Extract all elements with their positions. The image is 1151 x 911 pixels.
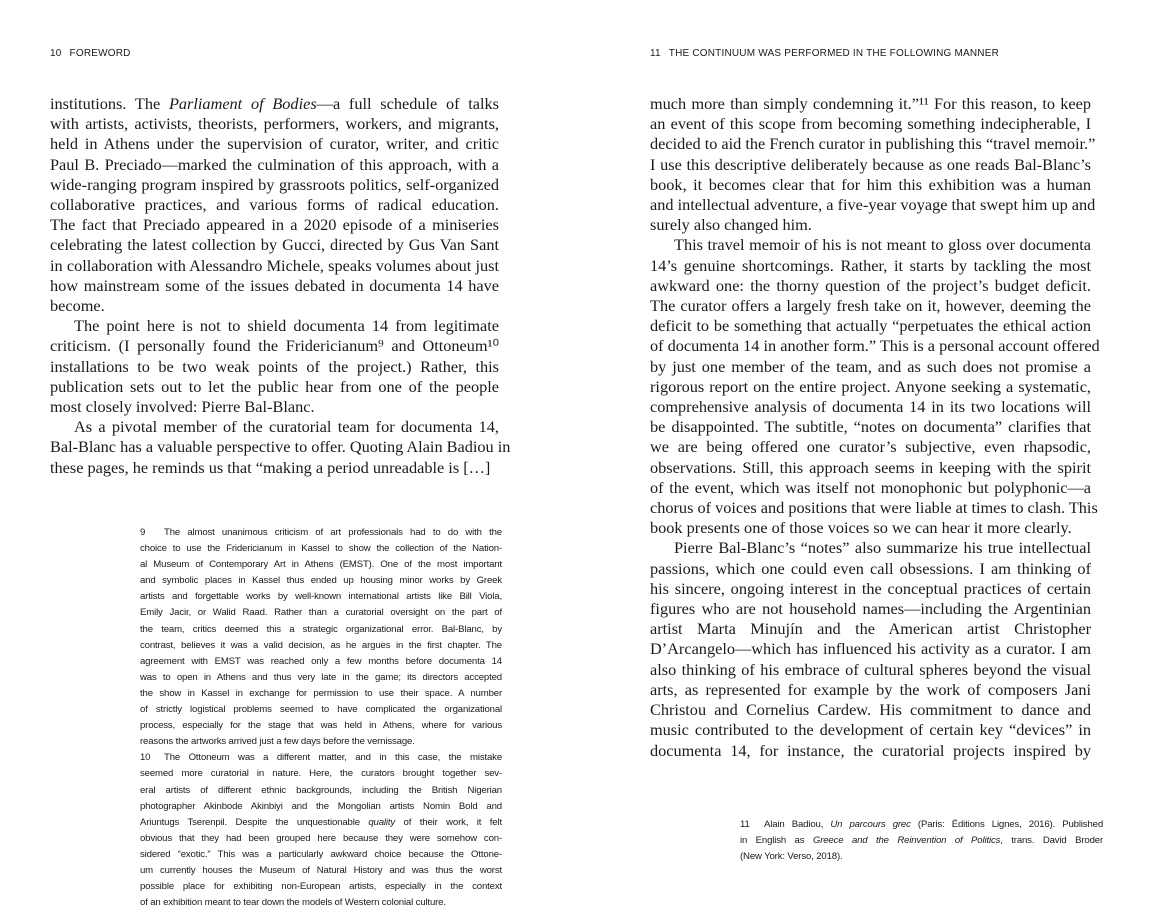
text-line: was to open in Athens and thus very late in the game; its directors accepted xyxy=(140,671,502,683)
text-line: As a pivotal member of the curatorial team for documenta 14, xyxy=(74,417,499,437)
paragraph xyxy=(650,538,1091,760)
footnote-number: 9 xyxy=(140,527,146,538)
left-page-body xyxy=(50,94,511,478)
text-line: of the event, which was itself not monophonic but polyphonic—a xyxy=(650,477,1091,497)
text-line: criticism. (I personally found the Fridericianum⁹ and Ottoneum¹⁰ xyxy=(50,336,499,356)
text-line: collaborative practices, and various forms of radical education. xyxy=(50,195,499,215)
text-line: by just one member of the team, and as such does not promise a xyxy=(650,356,1091,376)
footnote xyxy=(740,817,1103,865)
text-line: observations. Still, this approach seems in keeping with the spirit xyxy=(650,457,1091,477)
text-line: Pierre Bal-Blanc’s “notes” also summarize his true intellectual xyxy=(674,538,1091,558)
text-line: the team, critics deemed this a strategic organizational error. Bal-Blanc, by xyxy=(140,623,502,635)
text-line: eral artists of different ethnic backgrounds, including the British Nigerian xyxy=(140,784,502,796)
text-line: rigorous report on the entire project. Anyone seeking a systematic, xyxy=(650,376,1091,396)
text-line: D’Arcangelo—which has influenced his activity as a curator. I am xyxy=(650,639,1091,659)
text-line: The curator offers a largely fresh take on it, however, deeming the xyxy=(650,296,1091,316)
text-line: decided to aid the French curator in publishing this “travel memoir.” xyxy=(650,134,1096,154)
text-line: music contributed to the development of certain key “devices” in xyxy=(650,720,1091,740)
text-line: of an exhibition meant to tear down the models of Western colonial culture. xyxy=(140,897,446,909)
text-line: choice to use the Fridericianum in Kassel to show the collection of the Nation- xyxy=(140,543,502,555)
paragraph xyxy=(50,417,511,478)
paragraph xyxy=(50,94,499,316)
text-line: al Museum of Contemporary Art in Athens (EMST). One of the most important xyxy=(140,559,502,571)
paragraph xyxy=(50,316,499,417)
text-line: contrast, believes it was a valid decision, as he argues in the first chapter. The xyxy=(140,639,502,651)
right-running-head xyxy=(650,48,999,59)
text-line: Bal-Blanc has a valuable perspective to offer. Quoting Alain Badiou in xyxy=(50,437,511,457)
italic-text: Un parcours grec xyxy=(830,819,911,830)
text-line: much more than simply condemning it.”¹¹ For this reason, to keep xyxy=(650,94,1091,113)
paragraph xyxy=(650,94,1096,235)
text-line: we are being offered one curator’s subjective, even rhapsodic, xyxy=(650,437,1091,457)
text-line: passions, which one could even call obsessions. I am thinking of xyxy=(650,558,1091,578)
text-line: awkward one: the thorny question of the project’s budget deficit. xyxy=(650,275,1091,295)
text-segment: in English as xyxy=(740,835,813,847)
text-segment: of their work, it felt xyxy=(395,816,502,828)
text-line: of documenta 14 in another form.” This is a personal account offered xyxy=(650,336,1100,356)
text-line: obvious that they had been grouped here because they were somehow con- xyxy=(140,832,502,844)
text-line: figures who are not household names—including the Argentinian xyxy=(650,599,1091,619)
text-line: This travel memoir of his is not meant to gloss over documenta xyxy=(674,235,1091,255)
text-line: chorus of voices and positions that were liable at times to clash. This xyxy=(650,498,1098,518)
right-page-footnotes xyxy=(740,817,1103,865)
text-line: 14’s genuine shortcomings. Rather, it starts by tackling the most xyxy=(650,255,1091,275)
text-line: wide-ranging program inspired by grassroots politics, self-organized xyxy=(50,174,499,194)
text-line: arts, as represented for example by the work of composers Jani xyxy=(650,679,1091,699)
text-line: with artists, activists, theorists, performers, workers, and migrants, xyxy=(50,114,499,134)
page-number: 11 xyxy=(650,48,661,59)
text-line: deficit to be something that actually “perpetuates the ethical action xyxy=(650,316,1091,336)
paragraph xyxy=(650,235,1100,538)
text-line: comprehensive analysis of documenta 14 in its two locations will xyxy=(650,397,1091,417)
page-number: 10 xyxy=(50,48,62,59)
text-line: installations to be two weak points of the project.) Rather, this xyxy=(50,356,499,376)
text-segment: , trans. David Broder xyxy=(1000,835,1103,847)
left-page-footnotes xyxy=(140,525,502,911)
footnote xyxy=(140,525,502,750)
footnote-number: 10 xyxy=(140,752,151,764)
text-line: be disappointed. The subtitle, “notes on documenta” clarifies that xyxy=(650,417,1091,437)
text-line: photographer Akinbode Akinbiyi and the Mongolian artists Nomin Bold and xyxy=(140,800,502,812)
text-line: artists and forgettable works by well-known international artists like Bill Viola, xyxy=(140,591,502,603)
text-segment: institutions. The xyxy=(50,94,169,113)
text-line: these pages, he reminds us that “making a period unreadable is […] xyxy=(50,457,491,477)
text-line: held in Athens under the supervision of curator, writer, and critic xyxy=(50,134,499,154)
text-line xyxy=(140,815,502,831)
italic-text: Greece and the Reinvention of Politics xyxy=(812,835,1001,847)
right-page-body xyxy=(650,94,1100,761)
text-line xyxy=(140,750,502,766)
text-line: process, especially for the stage that was held in Athens, where for various xyxy=(140,720,502,732)
italic-text: Parliament of Bodies xyxy=(168,94,317,113)
text-line: book, it becomes clear that for him this exhibition was a human xyxy=(650,174,1091,194)
text-line: documenta 14, for instance, the curatorial projects inspired by xyxy=(650,740,1091,760)
text-line: reasons the artworks arrived just a few days before the vernissage. xyxy=(140,736,415,748)
text-line xyxy=(740,833,1103,849)
text-segment: (Paris: Éditions Lignes, 2016). Published xyxy=(910,819,1103,830)
text-line: The fact that Preciado appeared in a 2020 episode of a miniseries xyxy=(50,215,499,235)
text-line: Christou and Cornelius Cardew. His commitment to dance and xyxy=(650,700,1091,720)
text-line: surely also changed him. xyxy=(650,215,812,235)
text-line xyxy=(740,817,1103,833)
text-line: Paul B. Preciado—marked the culmination of this approach, with a xyxy=(50,154,499,174)
text-line: possible place for exhibiting non-European artists, especially in the context xyxy=(140,881,502,893)
text-line: in collaboration with Alessandro Michele, speaks volumes about just xyxy=(50,255,499,275)
chapter-title: THE CONTINUUM WAS PERFORMED IN THE FOLLOWING MANNER xyxy=(668,48,999,59)
text-line: most closely involved: Pierre Bal-Blanc. xyxy=(50,397,315,417)
text-line: publication sets out to let the public hear from one of the people xyxy=(50,376,499,396)
text-line xyxy=(50,94,499,114)
text-line: become. xyxy=(50,296,105,316)
footnote xyxy=(140,750,502,911)
footnote-first-line: The almost unanimous criticism of art professionals had to do with the xyxy=(164,527,502,538)
text-line: the show in Kassel in exchange for permission to use their space. A number xyxy=(140,687,502,699)
chapter-title: FOREWORD xyxy=(69,48,131,59)
text-line: sidered “exotic.” This was a particularly awkward choice because the Ottone- xyxy=(140,848,502,860)
text-line xyxy=(140,525,502,541)
text-line: agreement with EMST was reached only a few months before documenta 14 xyxy=(140,655,502,667)
italic-text: quality xyxy=(368,816,396,828)
text-line: book presents one of those voices so we can hear it more clearly. xyxy=(650,518,1072,538)
text-segment: Alain Badiou, xyxy=(764,819,831,830)
text-line: The point here is not to shield documenta 14 from legitimate xyxy=(74,316,499,336)
text-segment: Ariuntugs Tserenpil. Despite the unquestionable xyxy=(140,816,369,828)
text-line: Emily Jacir, or Walid Raad. Rather than a curatorial oversight on the part of xyxy=(140,607,502,619)
text-line: his sincere, ongoing interest in the conceptual practices of certain xyxy=(650,578,1091,598)
footnote-first-line: The Ottoneum was a different matter, and in this case, the mistake xyxy=(164,752,502,764)
text-line: an event of this scope from becoming something indecipherable, I xyxy=(650,114,1091,134)
text-line: I use this descriptive deliberately because as one reads Bal-Blanc’s xyxy=(650,154,1091,174)
text-line: of strictly logistical problems seemed to have complicated the organizational xyxy=(140,704,502,716)
text-line: how mainstream some of the issues debated in documenta 14 have xyxy=(50,275,499,295)
left-running-head xyxy=(50,48,131,59)
text-segment: —a full schedule of talks xyxy=(316,94,500,113)
footnote-number: 11 xyxy=(740,819,750,830)
text-line: artist Marta Minujín and the American artist Christopher xyxy=(650,619,1091,639)
text-line: celebrating the latest collection by Gucci, directed by Gus Van Sant xyxy=(50,235,499,255)
text-line: (New York: Verso, 2018). xyxy=(740,851,843,863)
text-line: also thinking of his embrace of cultural spheres beyond the visual xyxy=(650,659,1091,679)
text-line: um currently houses the Museum of Natural History and was thus the worst xyxy=(140,864,502,876)
text-line: and intellectual adventure, a five-year voyage that swept him up and xyxy=(650,195,1096,215)
text-line: seemed more curatorial in nature. Here, the curators brought together sev- xyxy=(140,768,502,780)
text-line: and symbolic places in Kassel thus ended up housing minor works by Greek xyxy=(140,575,502,587)
